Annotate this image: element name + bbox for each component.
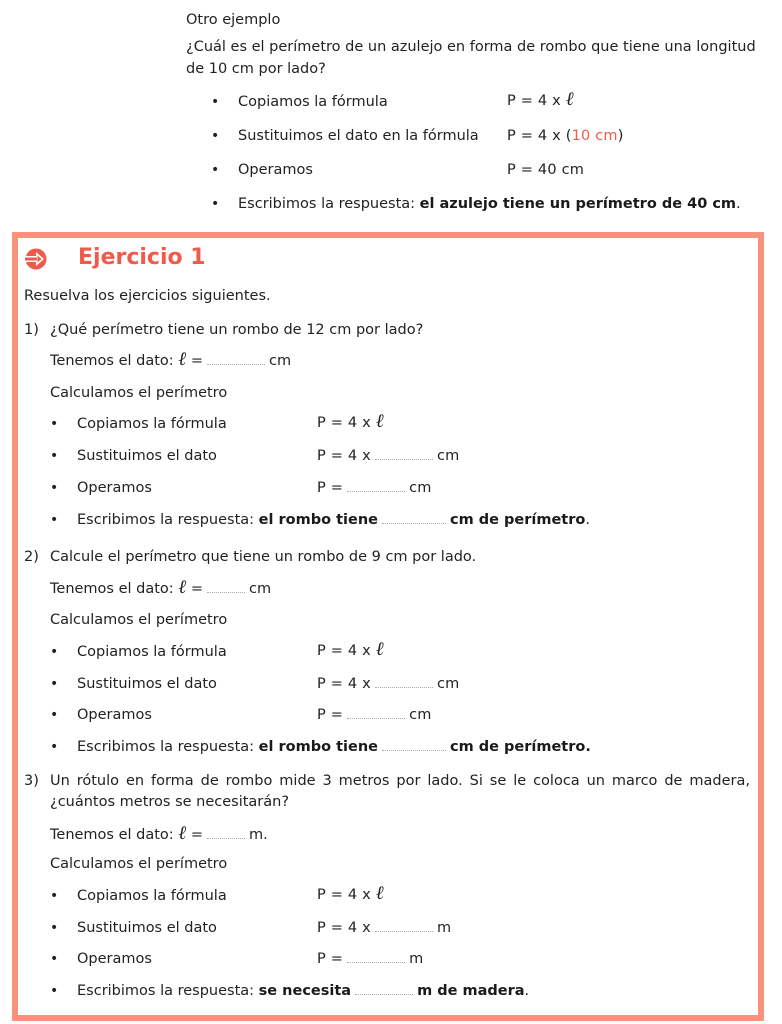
exercise-title: Ejercicio 1 (78, 245, 206, 270)
example-step-label: Sustituimos el dato en la fórmula (238, 128, 479, 144)
step-label: Sustituimos el dato (77, 448, 217, 464)
example-heading: Otro ejemplo (186, 12, 281, 28)
step-answer: Escribimos la respuesta: el rombo tiene cm de perímetro. (77, 739, 591, 755)
bullet: • (50, 920, 59, 936)
problem-question: ¿Qué perímetro tiene un rombo de 12 cm por lado? (50, 322, 424, 338)
step-label: Copiamos la fórmula (77, 888, 227, 904)
bullet: • (50, 707, 59, 723)
answer-blank[interactable] (375, 686, 433, 688)
answer-blank[interactable] (207, 591, 245, 593)
step-label: Operamos (77, 707, 152, 723)
example-answer: Escribimos la respuesta: el azulejo tiene un perímetro de 40 cm. (238, 196, 741, 212)
bullet: • (50, 416, 59, 432)
exercise-instructions: Resuelva los ejercicios siguientes. (24, 288, 271, 304)
step-answer: Escribimos la respuesta: se necesita m de madera. (77, 983, 530, 999)
answer-blank[interactable] (382, 522, 446, 524)
answer-blank[interactable] (207, 837, 245, 839)
answer-blank[interactable] (355, 993, 413, 995)
bullet: • (50, 480, 59, 496)
step-label: Sustituimos el dato (77, 676, 217, 692)
bullet: • (50, 676, 59, 692)
example-question-line1: ¿Cuál es el perímetro de un azulejo en forma de rombo que tiene una longitud (186, 39, 756, 55)
calc-label: Calculamos el perímetro (50, 856, 228, 872)
ell-symbol: ℓ (178, 576, 187, 598)
bullet: • (50, 951, 59, 967)
answer-blank[interactable] (375, 458, 433, 460)
ell-symbol: ℓ (178, 822, 187, 844)
problem-number: 2) (24, 549, 39, 565)
bullet: • (211, 128, 220, 144)
step-label: Copiamos la fórmula (77, 416, 227, 432)
answer-blank[interactable] (375, 930, 433, 932)
step-formula: P = 4 x ℓ (317, 410, 384, 432)
step-formula: P = m (317, 951, 424, 967)
bullet: • (50, 983, 59, 999)
step-label: Copiamos la fórmula (77, 644, 227, 660)
data-line: Tenemos el dato: ℓ = m. (50, 822, 268, 844)
bullet: • (50, 644, 59, 660)
step-formula: P = 4 x ℓ (317, 882, 384, 904)
step-label: Operamos (77, 480, 152, 496)
ell-symbol: ℓ (565, 88, 574, 110)
bullet: • (50, 448, 59, 464)
example-step-label: Operamos (238, 162, 313, 178)
example-question-line2: de 10 cm por lado? (186, 61, 326, 77)
ell-symbol: ℓ (375, 882, 384, 904)
example-step-formula: P = 40 cm (507, 162, 585, 178)
bullet: • (50, 512, 59, 528)
ell-symbol: ℓ (375, 638, 384, 660)
answer-blank[interactable] (347, 961, 405, 963)
bullet: • (211, 196, 220, 212)
step-formula: P = cm (317, 480, 432, 496)
step-formula: P = 4 x cm (317, 676, 460, 692)
problem-question-line2: ¿cuántos metros se necesitarán? (50, 794, 290, 810)
step-formula: P = 4 x cm (317, 448, 460, 464)
step-formula: P = cm (317, 707, 432, 723)
example-step-formula: P = 4 x (10 cm) (507, 128, 624, 144)
step-label: Operamos (77, 951, 152, 967)
bullet: • (50, 739, 59, 755)
ell-symbol: ℓ (375, 410, 384, 432)
problem-question-line1: Un rótulo en forma de rombo mide 3 metros por lado. Si se le coloca un marco de madera, (50, 773, 750, 789)
answer-blank[interactable] (347, 490, 405, 492)
answer-blank[interactable] (207, 363, 265, 365)
data-line: Tenemos el dato: ℓ = cm (50, 576, 272, 598)
step-label: Sustituimos el dato (77, 920, 217, 936)
bullet: • (211, 94, 220, 110)
problem-number: 1) (24, 322, 39, 338)
bullet: • (211, 162, 220, 178)
step-answer: Escribimos la respuesta: el rombo tiene cm de perímetro. (77, 512, 590, 528)
example-step-formula: P = 4 x ℓ (507, 88, 574, 110)
calc-label: Calculamos el perímetro (50, 385, 228, 401)
answer-blank[interactable] (347, 717, 405, 719)
example-step-label: Copiamos la fórmula (238, 94, 388, 110)
data-line: Tenemos el dato: ℓ = cm (50, 348, 292, 370)
highlight-value: 10 cm (571, 128, 618, 144)
answer-blank[interactable] (382, 749, 446, 751)
arrow-right-icon (25, 248, 47, 270)
problem-number: 3) (24, 773, 39, 789)
step-formula: P = 4 x m (317, 920, 452, 936)
bullet: • (50, 888, 59, 904)
problem-question: Calcule el perímetro que tiene un rombo de 9 cm por lado. (50, 549, 477, 565)
calc-label: Calculamos el perímetro (50, 612, 228, 628)
ell-symbol: ℓ (178, 348, 187, 370)
step-formula: P = 4 x ℓ (317, 638, 384, 660)
